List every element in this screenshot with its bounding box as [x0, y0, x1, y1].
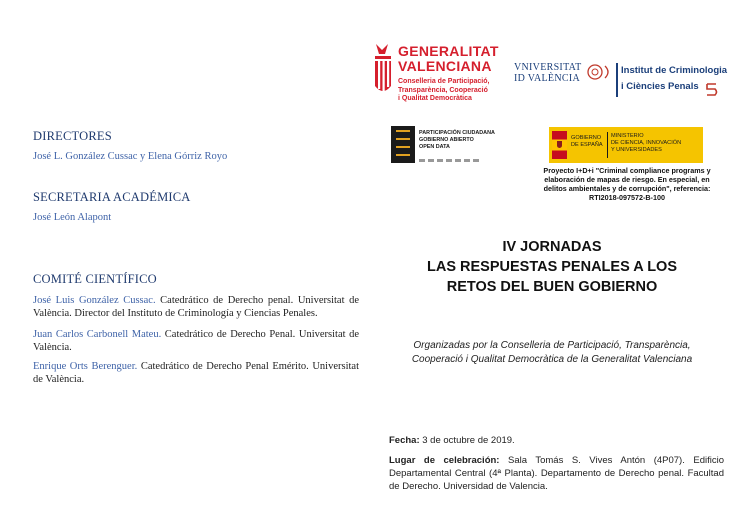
generalitat-sub1: Conselleria de Participació,	[398, 78, 490, 85]
universitat-seal-icon	[586, 62, 614, 87]
spain-shield-icon	[557, 141, 562, 148]
participacion-line2: GOBIERNO ABIERTO	[419, 137, 474, 143]
universitat-line1: VNIVERSITAT	[514, 62, 582, 73]
comite-title: COMITÉ CIENTÍFICO	[33, 272, 157, 286]
gobierno-right1: MINISTERIO	[611, 133, 644, 139]
comite-member	[33, 294, 359, 320]
gobierno-right2: DE CIENCIA, INNOVACIÓN	[611, 140, 682, 146]
generalitat-line1: GENERALITAT	[398, 43, 499, 59]
gobierno-left2: DE ESPAÑA	[571, 142, 603, 148]
headline-line1: IV JORNADAS	[502, 239, 602, 255]
fecha-value: 3 de octubre de 2019.	[419, 435, 515, 446]
generalitat-sub2: Transparència, Cooperació	[398, 86, 488, 94]
institut-mark-icon	[704, 81, 720, 97]
institut-line1: Institut de Criminologia	[621, 65, 728, 76]
member-name: Enrique Orts Berenguer.	[33, 361, 138, 372]
project-line1: Proyecto I+D+i "Criminal compliance programs y	[543, 166, 711, 175]
organized-line1: Organizadas por la Conselleria de Participació, Transparència,	[413, 340, 691, 351]
institut-divider	[616, 63, 618, 97]
institut-logo	[616, 63, 726, 99]
participacion-line3: OPEN DATA	[419, 144, 450, 150]
secretaria-title: SECRETARIA ACADÉMICA	[33, 190, 191, 204]
generalitat-emblem-icon	[372, 42, 394, 100]
event-venue	[389, 454, 724, 493]
member-desc: Catedrático de Derecho Penal. Universitat de València.	[33, 329, 359, 353]
comite-member	[33, 360, 359, 386]
directores-title: DIRECTORES	[33, 129, 112, 143]
lugar-label: Lugar de celebración:	[389, 455, 500, 466]
project-reference	[543, 166, 711, 202]
organized-line2: Cooperació i Qualitat Democràtica de la Generalitat Valenciana	[411, 354, 693, 365]
gobierno-left1: GOBIERNO	[571, 135, 602, 141]
member-name: Juan Carlos Carbonell Mateu.	[33, 329, 162, 340]
pagoda-badge-icon	[391, 126, 415, 163]
participacion-footer-strip	[419, 159, 481, 162]
event-date	[389, 434, 719, 447]
headline-line2: LAS RESPUESTAS PENALES A LOS	[426, 259, 678, 275]
generalitat-logo	[372, 42, 497, 112]
comite-member	[33, 328, 359, 354]
directores-names: José L. González Cussac y Elena Górriz Royo	[33, 151, 228, 162]
project-line2: elaboración de mapas de riesgo. En especial, en	[544, 175, 710, 184]
generalitat-line2: VALENCIANA	[398, 58, 492, 74]
universitat-line2: ID VALÈNCIA	[514, 73, 580, 84]
gobierno-right3: Y UNIVERSIDADES	[611, 147, 662, 153]
institut-line2: i Ciències Penals	[621, 81, 699, 92]
universitat-logo	[514, 62, 596, 86]
member-desc: Catedrático de Derecho penal. Universitat de València. Director del Instituto de Criminología y Ciencias Penales.	[33, 295, 359, 319]
participacion-logo	[391, 126, 495, 166]
organizers-text	[386, 339, 718, 367]
participacion-line1: PARTICIPACIÓN CIUDADANA	[419, 130, 495, 136]
generalitat-sub3: i Qualitat Democràtica	[398, 95, 472, 102]
member-desc: Catedrático de Derecho Penal Emérito. Universitat de València.	[33, 361, 359, 385]
event-headline	[392, 237, 712, 297]
lugar-value: Sala Tomás S. Vives Antón (4P07). Edificio Departamental Central (4ª Planta). Departamento de Derecho penal. Facultad de Derecho. Universidad de Valencia.	[389, 455, 724, 492]
gobierno-logo	[549, 127, 703, 163]
gobierno-divider	[607, 132, 608, 158]
project-line4: RTI2018-097572-B-100	[589, 193, 665, 202]
headline-line3: RETOS DEL BUEN GOBIERNO	[446, 279, 658, 295]
project-line3: delitos ambientales y de corrupción", referencia:	[543, 184, 711, 193]
secretaria-names: José León Alapont	[33, 212, 112, 223]
fecha-label: Fecha:	[389, 435, 420, 446]
member-name: José Luis González Cussac.	[33, 295, 156, 306]
